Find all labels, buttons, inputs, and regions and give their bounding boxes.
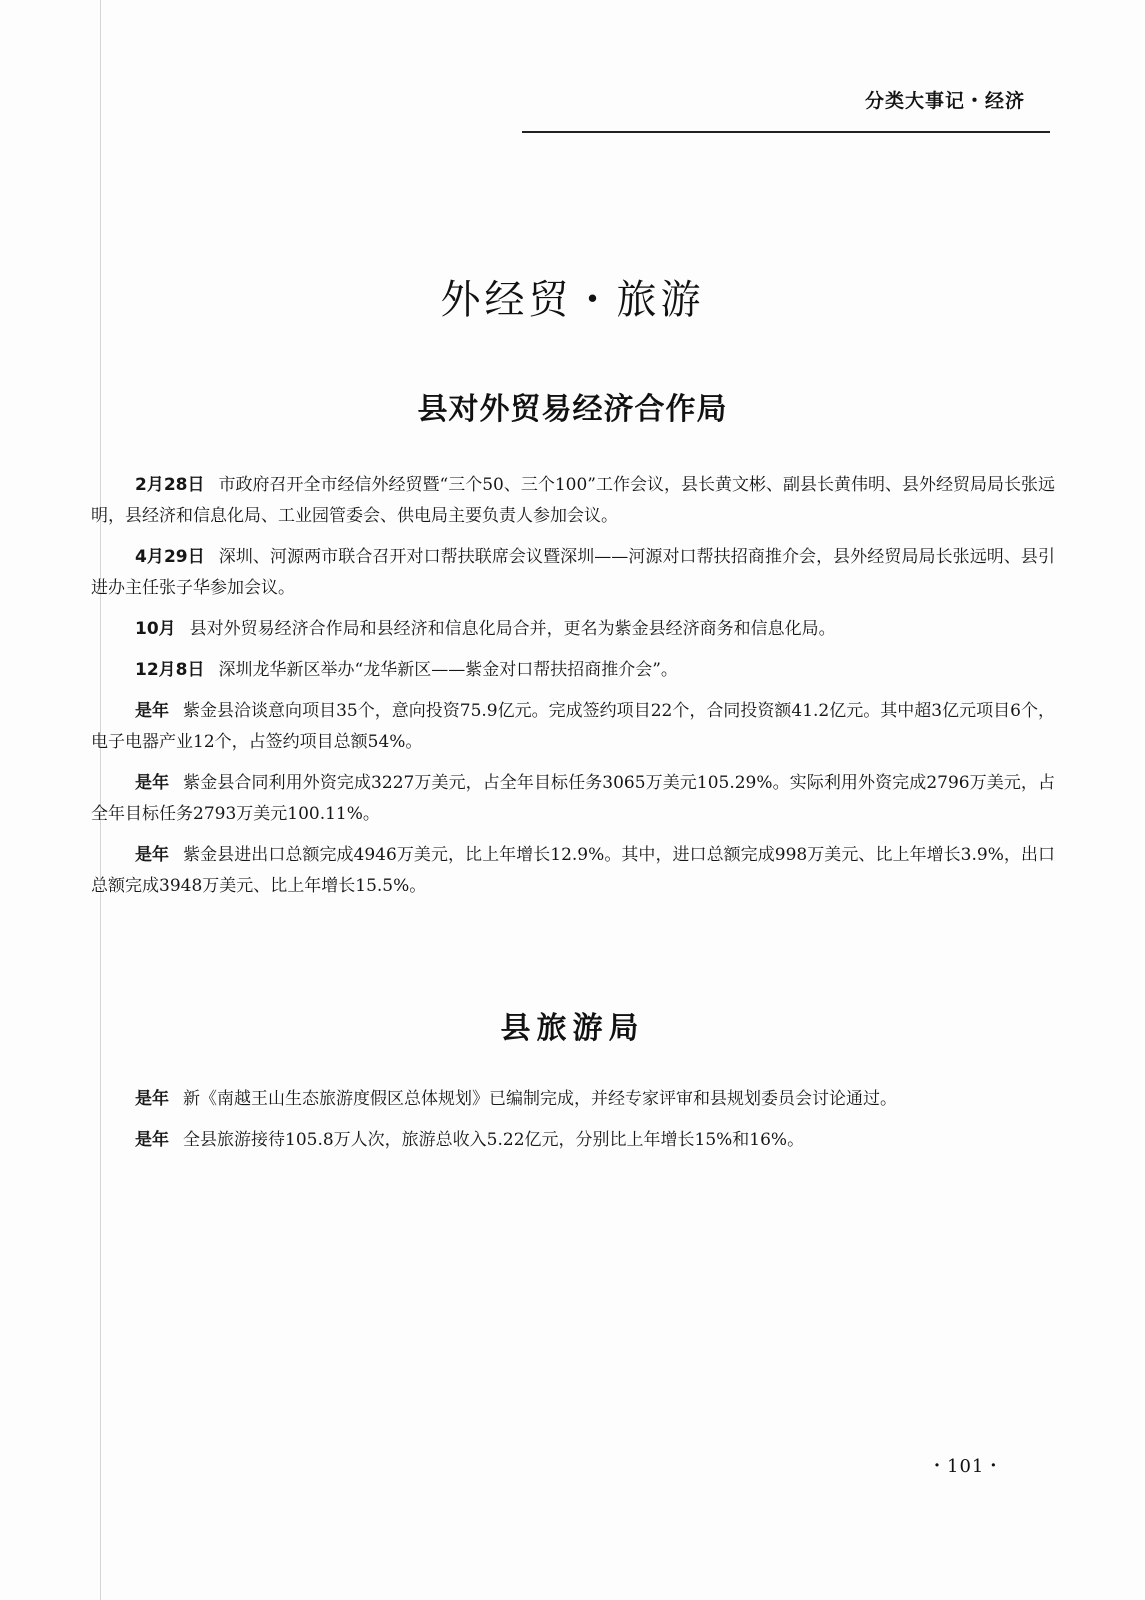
entry-text: 深圳、河源两市联合召开对口帮扶联席会议暨深圳——河源对口帮扶招商推介会，县外经贸局局长张远明、县引进办主任张子华参加会议。 [91,547,1055,598]
event-entry [91,1125,1055,1156]
event-entry [91,614,1055,645]
entry-text: 新《南越王山生态旅游度假区总体规划》已编制完成，并经专家评审和县规划委员会讨论通过。 [183,1089,897,1109]
event-entry [91,696,1055,758]
event-entry [91,470,1055,532]
event-entry [91,840,1055,902]
section-body-foreign-trade [91,470,1055,912]
event-entry [91,768,1055,830]
entry-date: 是年 [135,1089,169,1109]
event-entry [91,1084,1055,1115]
entry-text: 县对外贸易经济合作局和县经济和信息化局合并，更名为紫金县经济商务和信息化局。 [189,619,836,639]
entry-date: 是年 [135,1130,169,1150]
entry-date: 10月 [135,619,176,639]
page-number: ・101・ [928,1456,1004,1477]
chapter-title: 外经贸・旅游 [440,277,705,323]
running-header: 分类大事记・经济 [864,90,1025,112]
entry-text: 市政府召开全市经信外经贸暨“三个50、三个100”工作会议，县长黄文彬、副县长黄伟明、县外经贸局局长张远明，县经济和信息化局、工业园管委会、供电局主要负责人参加会议。 [91,475,1055,526]
entry-text: 紫金县进出口总额完成4946万美元，比上年增长12.9%。其中，进口总额完成998万美元、比上年增长3.9%，出口总额完成3948万美元、比上年增长15.5%。 [91,845,1055,896]
section-title-tourism: 县旅游局 [500,1011,645,1046]
entry-text: 紫金县合同利用外资完成3227万美元，占全年目标任务3065万美元105.29%。实际利用外资完成2796万美元，占全年目标任务2793万美元100.11%。 [91,773,1055,824]
entry-date: 是年 [135,845,170,865]
entry-text: 紫金县洽谈意向项目35个，意向投资75.9亿元。完成签约项目22个，合同投资额41.2亿元。其中超3亿元项目6个，电子电器产业12个，占签约项目总额54%。 [91,701,1055,752]
entry-date: 是年 [135,701,170,721]
section-body-tourism [91,1084,1055,1166]
entry-text: 全县旅游接待105.8万人次，旅游总收入5.22亿元，分别比上年增长15%和16%。 [183,1130,805,1150]
section-title-foreign-trade: 县对外贸易经济合作局 [417,392,728,427]
entry-date: 4月29日 [135,547,205,567]
entry-text: 深圳龙华新区举办“龙华新区——紫金对口帮扶招商推介会”。 [218,660,678,680]
entry-date: 2月28日 [135,475,205,495]
event-entry [91,655,1055,686]
entry-date: 是年 [135,773,170,793]
event-entry [91,542,1055,604]
entry-date: 12月8日 [135,660,205,680]
header-rule [522,131,1050,133]
